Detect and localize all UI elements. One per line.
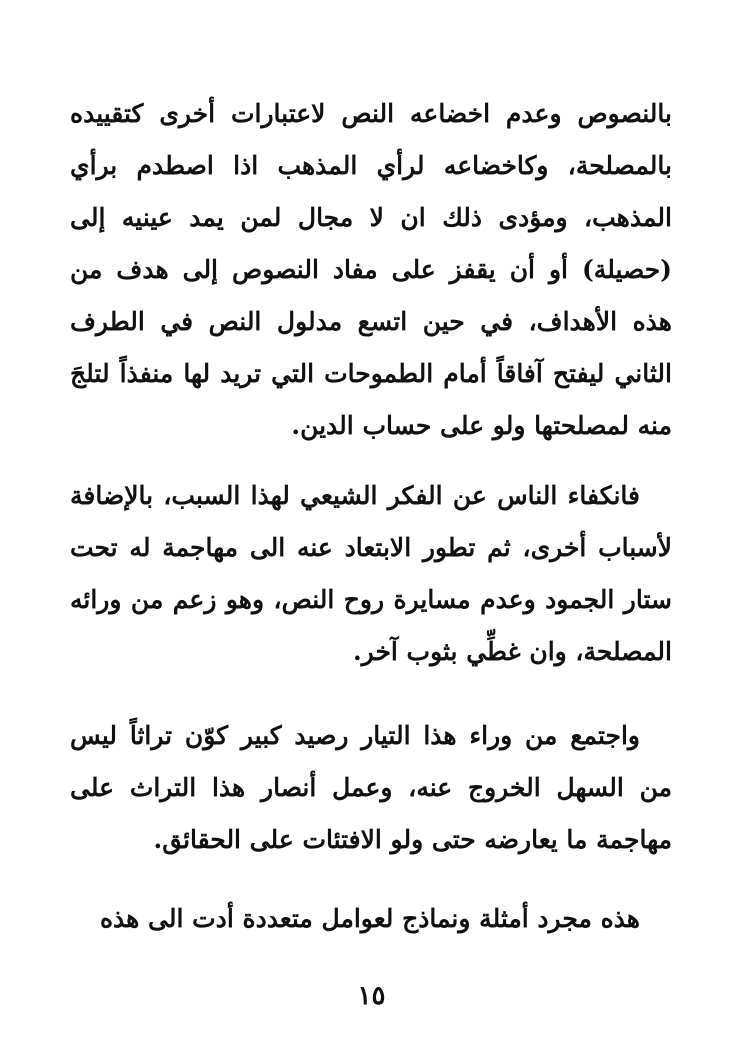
paragraph-2: فانكفاء الناس عن الفكر الشيعي لهذا السبب، بالإضافة لأسباب أخرى، ثم تطور الابتعاد عنه الى مهاجمة له تحت ستار الجمود وعدم مسايرة روح النص، وهو زعم من ورائه المصلحة، وان غطِّي بثوب آخر. xyxy=(70,481,672,666)
paragraph-1: بالنصوص وعدم اخضاعه النص لاعتبارات أخرى كتقييده بالمصلحة، وكاخضاعه لرأي المذهب اذا اصطدم برأي المذهب، ومؤدى ذلك ان لا مجال لمن يمد عينيه إلى (حصيلة) أو أن يقفز على مفاد النصوص إلى هدف من هذه الأهداف، في حين اتسع مدلول النص في الطرف الثاني ليفتح آفاقاً أمام الطموحات التي تريد لها منفذاً لتلجَ منه لمصلحتها ولو على حساب الدين. xyxy=(70,99,672,440)
paragraph-4: هذه مجرد أمثلة ونماذج لعوامل متعددة أدت الى هذه xyxy=(99,904,640,933)
paragraph-3: واجتمع من وراء هذا التيار رصيد كبير كوّن تراثاً ليس من السهل الخروج عنه، وعمل أنصار هذا التراث على مهاجمة ما يعارضه حتى ولو الافتئات على الحقائق. xyxy=(70,721,672,854)
page-number: ١٥ xyxy=(357,981,386,1011)
